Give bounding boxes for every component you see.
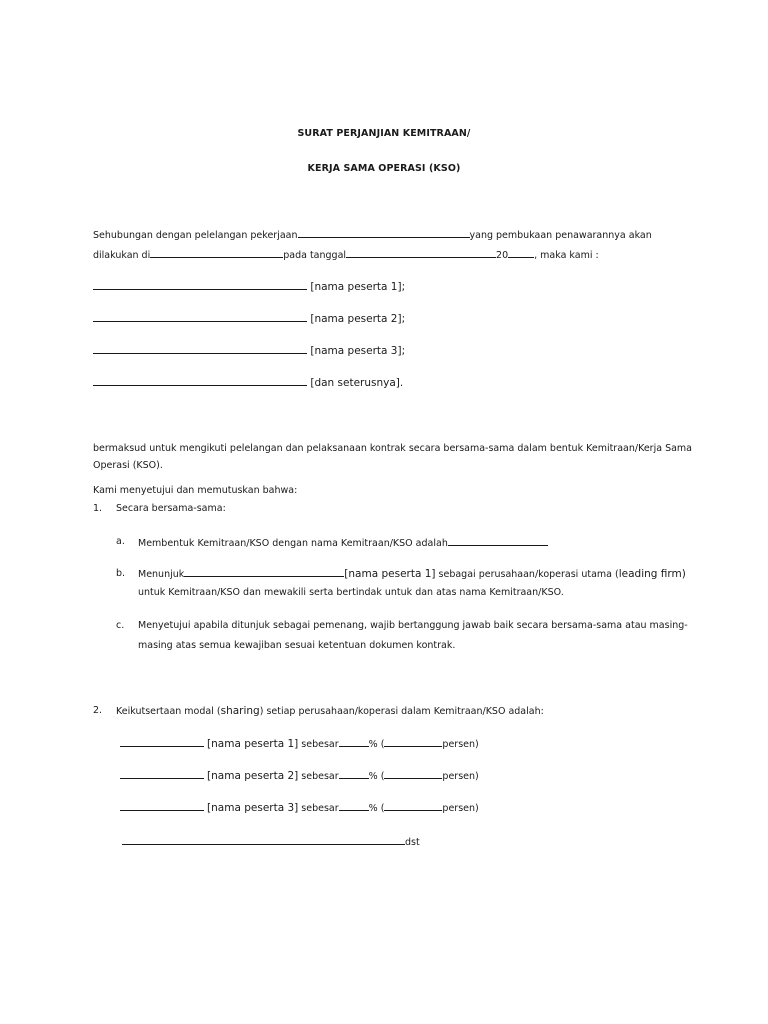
item1c-line1: Menyetujui apabila ditunjuk sebagai pemenang, wajib bertanggung jawab baik secara bersama-sama atau masing-	[138, 620, 688, 631]
share-participant: [nama peserta 2]	[207, 770, 299, 782]
share-persen: persen)	[442, 739, 479, 750]
item1b-name: [nama peserta 1]	[344, 568, 436, 580]
blank-share-name	[120, 769, 204, 779]
participant-line	[93, 280, 405, 293]
blank-leading-firm	[184, 567, 344, 577]
share-pct: % (	[368, 803, 385, 814]
blank-share-pct	[339, 801, 369, 811]
document-title-line1: SURAT PERJANJIAN KEMITRAAN/	[297, 128, 471, 139]
participant-line	[93, 344, 405, 357]
share-persen: persen)	[442, 803, 479, 814]
blank-share-name	[120, 737, 204, 747]
share-pct: % (	[368, 739, 385, 750]
item1b-line1	[138, 567, 686, 581]
item2-sharing: sharing	[220, 705, 260, 717]
share-sebesar: sebesar	[301, 803, 339, 814]
agree-intro: Kami menyetujui dan memutuskan bahwa:	[93, 485, 298, 496]
item1-text: Secara bersama-sama:	[116, 503, 226, 514]
share-participant: [nama peserta 3]	[207, 802, 299, 814]
blank-kso-name	[448, 536, 548, 546]
blank-share-pct	[339, 769, 369, 779]
share-dst: dst	[405, 837, 420, 848]
item1a-label: Membentuk Kemitraan/KSO dengan nama Kemitraan/KSO adalah	[138, 538, 448, 549]
blank-participant-4	[93, 376, 307, 386]
blank-share-words	[384, 769, 442, 779]
share-participant: [nama peserta 1]	[207, 738, 299, 750]
blank-share-dst	[122, 835, 405, 845]
blank-share-words	[384, 737, 442, 747]
participant-label: [dan seterusnya].	[310, 377, 404, 389]
participant-line	[93, 376, 403, 389]
share-persen: persen)	[442, 771, 479, 782]
participant-label: [nama peserta 1];	[310, 281, 406, 293]
blank-lokasi	[150, 248, 283, 258]
purpose-line2: Operasi (KSO).	[93, 460, 163, 471]
item1c-letter: c.	[116, 620, 125, 631]
item2-text	[116, 705, 544, 718]
participant-label: [nama peserta 3];	[310, 345, 406, 357]
purpose-line1: bermaksud untuk mengikuti pelelangan dan pelaksanaan kontrak secara bersama-sama dalam bentuk Kemitraan/Kerja Sama	[93, 443, 692, 454]
intro-text-a: Sehubungan dengan pelelangan pekerjaan	[93, 230, 298, 241]
intro-text-year: 20	[496, 250, 509, 261]
item1b-line2: untuk Kemitraan/KSO dan mewakili serta bertindak untuk dan atas nama Kemitraan/KSO.	[138, 587, 564, 598]
blank-share-name	[120, 801, 204, 811]
item2-pre: Keikutsertaan modal (	[116, 706, 221, 717]
item1b-pre: Menunjuk	[138, 569, 185, 580]
blank-tanggal	[346, 248, 496, 258]
blank-participant-3	[93, 344, 307, 354]
intro-text-d: pada tanggal	[283, 250, 347, 261]
item1a-letter: a.	[116, 536, 125, 547]
item1b-firm: leading firm)	[618, 568, 686, 580]
blank-share-words	[384, 801, 442, 811]
item2-post: ) setiap perusahaan/koperasi dalam Kemitraan/KSO adalah:	[259, 706, 544, 717]
document-title-line2: KERJA SAMA OPERASI (KSO)	[307, 163, 461, 174]
share-pct: % (	[368, 771, 385, 782]
blank-participant-2	[93, 312, 307, 322]
blank-tahun	[508, 248, 534, 258]
item1a-text	[138, 536, 548, 550]
item1-number: 1.	[93, 503, 103, 514]
item2-number: 2.	[93, 705, 103, 716]
blank-pekerjaan	[298, 228, 470, 238]
participant-label: [nama peserta 2];	[310, 313, 406, 325]
share-sebesar: sebesar	[301, 771, 339, 782]
share-row	[120, 737, 479, 751]
intro-text-e: , maka kami :	[534, 250, 599, 261]
intro-line2	[93, 248, 599, 262]
blank-participant-1	[93, 280, 307, 290]
share-dst-row	[122, 835, 420, 849]
share-row	[120, 769, 479, 783]
intro-text-c: dilakukan di	[93, 250, 151, 261]
blank-share-pct	[339, 737, 369, 747]
intro-line1	[93, 228, 652, 242]
intro-text-b: yang pembukaan penawarannya akan	[469, 230, 652, 241]
item1c-line2: masing atas semua kewajiban sesuai ketentuan dokumen kontrak.	[138, 640, 456, 651]
item1b-mid: sebagai perusahaan/koperasi utama (	[435, 569, 619, 580]
share-row	[120, 801, 479, 815]
share-sebesar: sebesar	[301, 739, 339, 750]
participant-line	[93, 312, 405, 325]
item1b-letter: b.	[116, 568, 126, 579]
